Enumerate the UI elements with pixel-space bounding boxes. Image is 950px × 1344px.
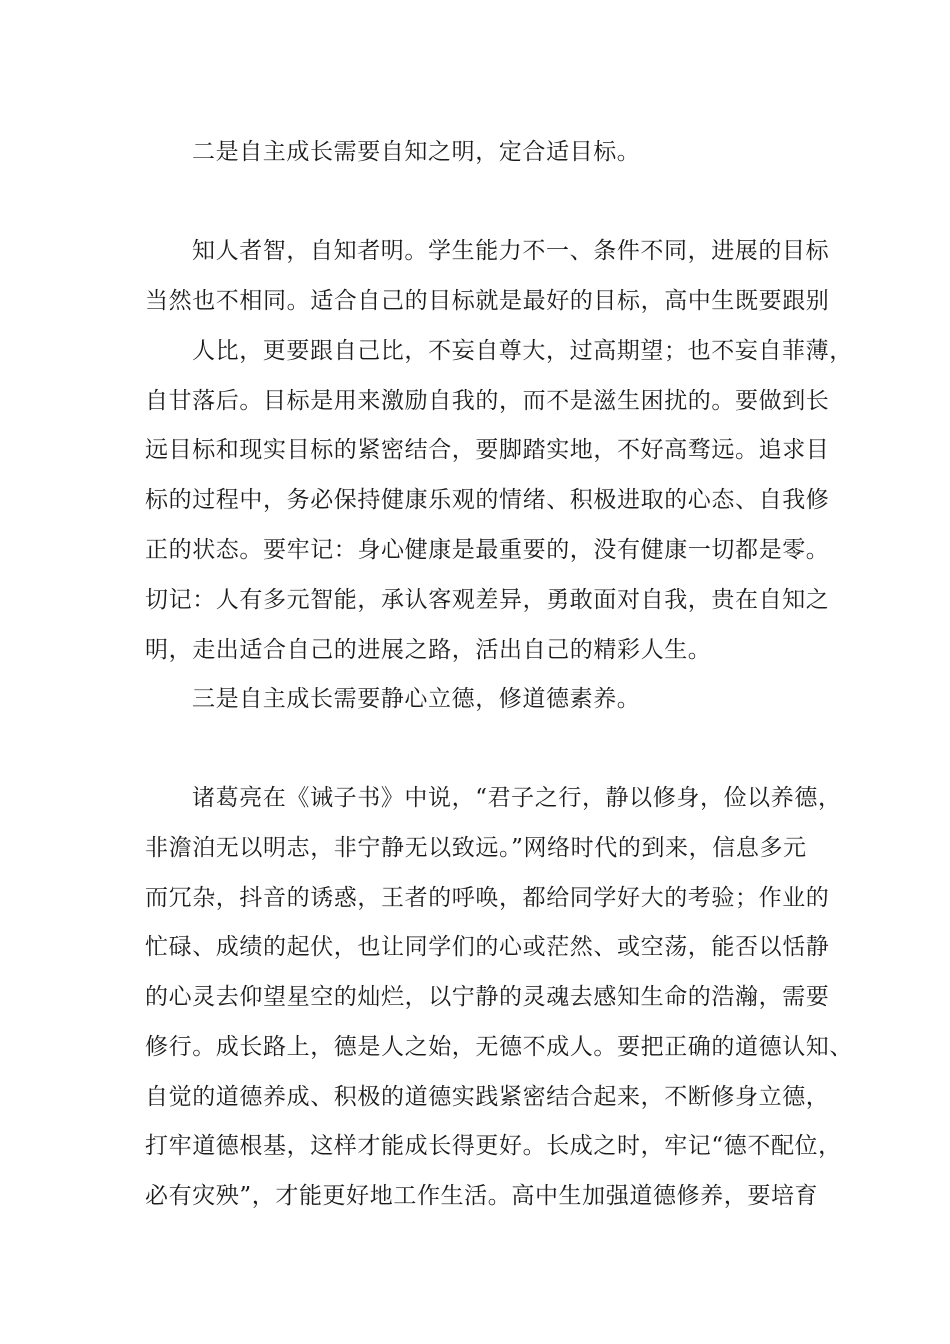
paragraph-line: 人比，更要跟自己比，不妄自尊大，过高期望；也不妄自菲薄， bbox=[192, 338, 853, 364]
paragraph-line: 修行。成长路上，德是人之始，无德不成人。要把正确的道德认知、 bbox=[145, 1034, 853, 1060]
section-heading-2: 二是自主成长需要自知之明，定合适目标。 bbox=[192, 139, 641, 165]
paragraph-line: 打牢道德根基，这样才能成长得更好。长成之时，牢记“德不配位， bbox=[145, 1133, 842, 1159]
paragraph-line: 正的状态。要牢记：身心健康是最重要的，没有健康一切都是零。 bbox=[145, 537, 830, 563]
paragraph-line: 而冗杂，抖音的诱惑，王者的呼唤，都给同学好大的考验；作业的 bbox=[145, 885, 830, 911]
paragraph-line: 知人者智，自知者明。学生能力不一、条件不同，进展的目标 bbox=[192, 238, 830, 264]
paragraph-line: 非澹泊无以明志，非宁静无以致远。”网络时代的到来，信息多元 bbox=[145, 835, 807, 861]
paragraph-line: 当然也不相同。适合自己的目标就是最好的目标，高中生既要跟别 bbox=[145, 288, 830, 314]
paragraph-line: 明，走出适合自己的进展之路，活出自己的精彩人生。 bbox=[145, 637, 712, 663]
paragraph-line: 切记：人有多元智能，承认客观差异，勇敢面对自我，贵在自知之 bbox=[145, 587, 830, 613]
paragraph-line: 自觉的道德养成、积极的道德实践紧密结合起来，不断修身立德， bbox=[145, 1084, 830, 1110]
paragraph-line: 诸葛亮在《诫子书》中说，“君子之行，静以修身，俭以养德， bbox=[192, 785, 842, 811]
section-heading-3: 三是自主成长需要静心立德，修道德素养。 bbox=[192, 686, 641, 712]
paragraph-line: 忙碌、成绩的起伏，也让同学们的心或茫然、或空荡，能否以恬静 bbox=[145, 934, 830, 960]
paragraph-line: 远目标和现实目标的紧密结合，要脚踏实地，不好高骛远。追求目 bbox=[145, 437, 830, 463]
paragraph-line: 必有灾殃”，才能更好地工作生活。高中生加强道德修养，要培育 bbox=[145, 1183, 819, 1209]
paragraph-line: 标的过程中，务必保持健康乐观的情绪、积极进取的心态、自我修 bbox=[145, 487, 830, 513]
paragraph-line: 的心灵去仰望星空的灿烂，以宁静的灵魂去感知生命的浩瀚，需要 bbox=[145, 984, 830, 1010]
paragraph-line: 自甘落后。目标是用来激励自我的，而不是滋生困扰的。要做到长 bbox=[145, 388, 830, 414]
